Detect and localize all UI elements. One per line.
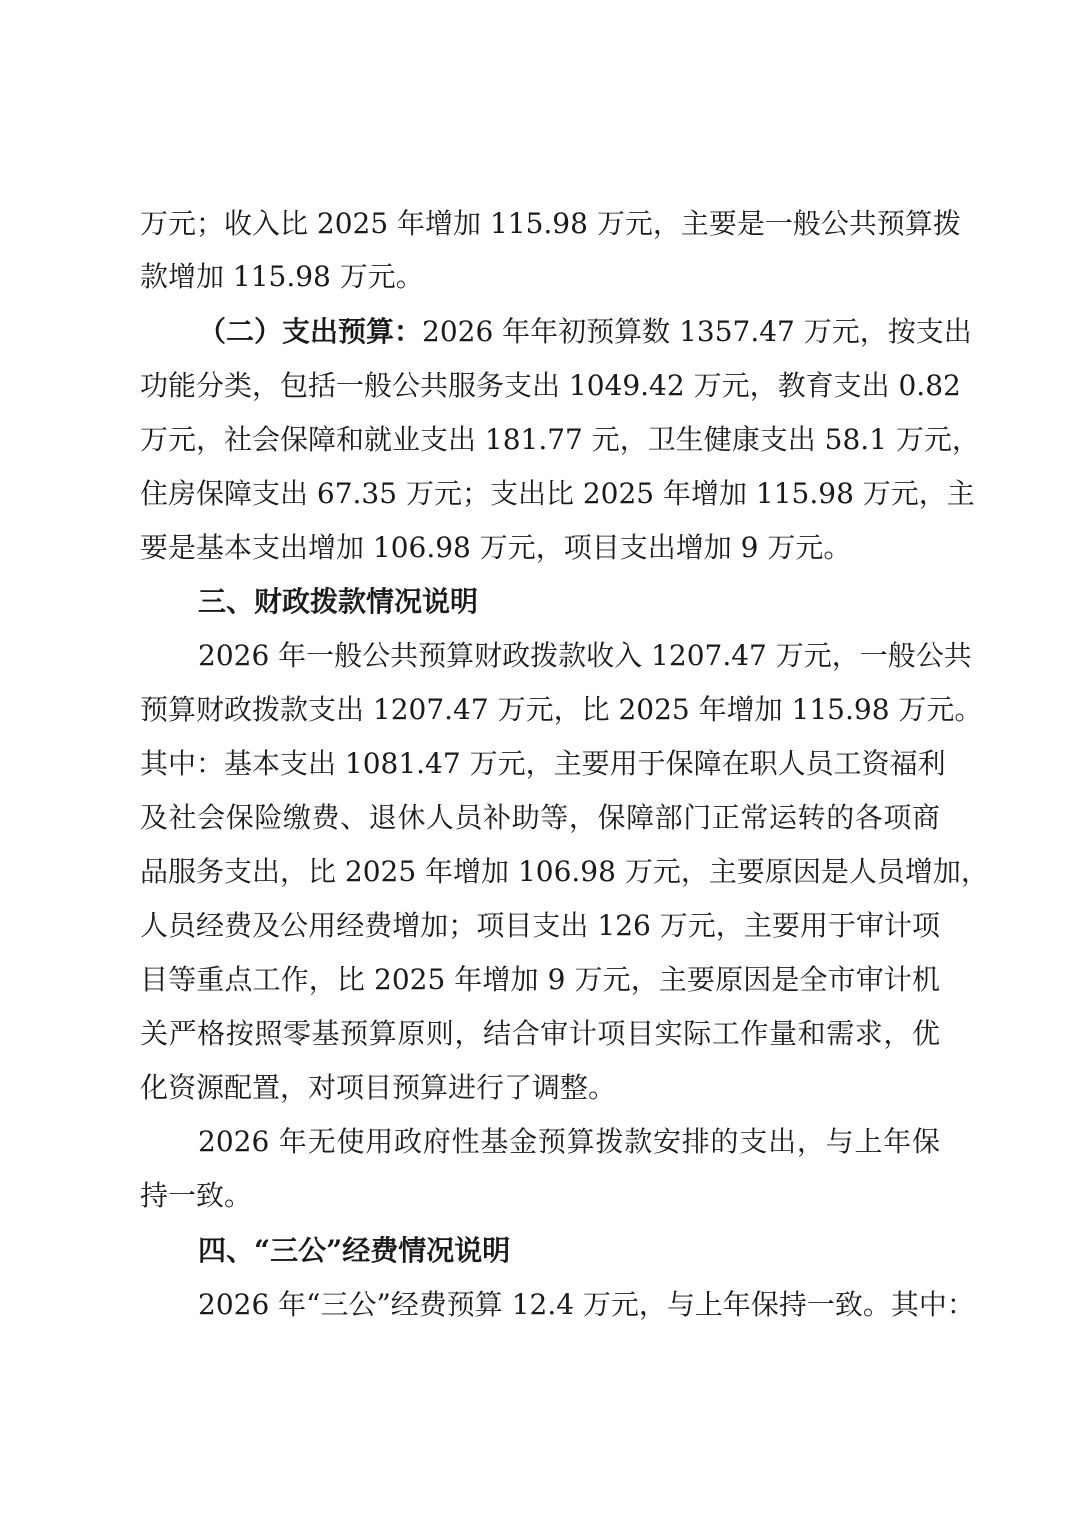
paragraph-line: 款增加 115.98 万元。 [140,260,424,293]
paragraph-line: 人员经费及公用经费增加；项目支出 126 万元，主要用于审计项 [140,909,940,942]
paragraph-line: 万元；收入比 2025 年增加 115.98 万元，主要是一般公共预算拨 [140,207,961,240]
paragraph-line: 2026 年无使用政府性基金预算拨款安排的支出，与上年保 [198,1125,940,1158]
paragraph-line: 住房保障支出 67.35 万元；支出比 2025 年增加 115.98 万元，主 [140,477,975,510]
paragraph-line: 品服务支出，比 2025 年增加 106.98 万元，主要原因是人员增加， [140,855,989,888]
paragraph-line: 要是基本支出增加 106.98 万元，项目支出增加 9 万元。 [140,531,852,564]
paragraph-line: 2026 年一般公共预算财政拨款收入 1207.47 万元，一般公共 [198,639,972,672]
section-heading: 三、财政拨款情况说明 [198,585,479,618]
paragraph-line [198,312,972,352]
paragraph-line: 预算财政拨款支出 1207.47 万元，比 2025 年增加 115.98 万元。 [140,693,983,726]
paragraph-line: 其中：基本支出 1081.47 万元，主要用于保障在职人员工资福利 [140,747,946,780]
section-subheading: （二）支出预算： [198,315,423,348]
paragraph-line: 功能分类，包括一般公共服务支出 1049.42 万元，教育支出 0.82 [140,369,961,402]
section-heading: 四、“三公”经费情况说明 [198,1234,511,1267]
paragraph-line: 持一致。 [140,1179,253,1212]
paragraph-text: 2026 年年初预算数 1357.47 万元，按支出 [422,315,972,348]
paragraph-line: 及社会保险缴费、退休人员补助等，保障部门正常运转的各项商 [140,801,940,834]
paragraph-line: 化资源配置，对项目预算进行了调整。 [140,1071,617,1104]
paragraph-line: 2026 年“三公”经费预算 12.4 万元，与上年保持一致。其中： [198,1288,975,1321]
paragraph-line: 关严格按照零基预算原则，结合审计项目实际工作量和需求，优 [140,1017,940,1050]
paragraph-line: 目等重点工作，比 2025 年增加 9 万元，主要原因是全市审计机 [140,963,940,996]
paragraph-line: 万元，社会保障和就业支出 181.77 元，卫生健康支出 58.1 万元， [140,423,980,456]
